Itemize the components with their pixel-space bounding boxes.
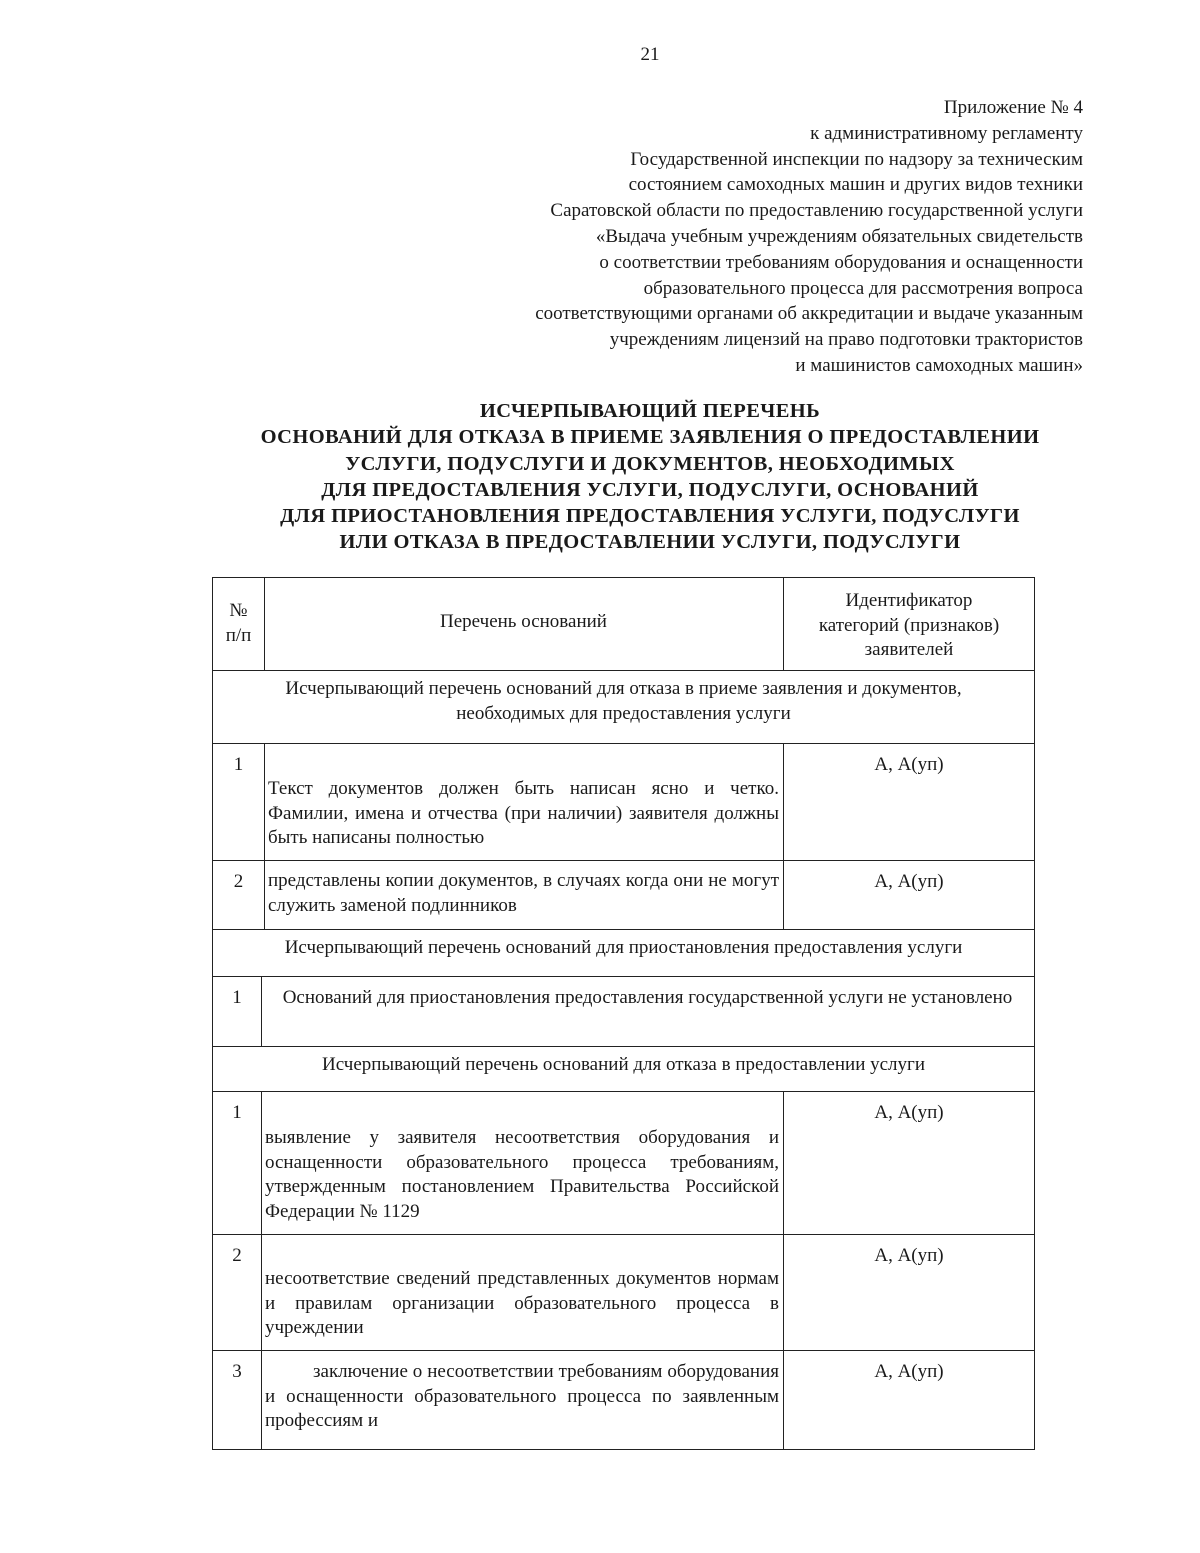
- row-identifier: А, А(уп): [784, 1234, 1035, 1350]
- table-rule: [212, 577, 1035, 578]
- appendix-line: к административному регламенту: [810, 122, 1083, 144]
- row-text: несоответствие сведений представленных документов нормам и правилам организации образовательного процесса в учреждении: [262, 1234, 784, 1350]
- title-line: ИСЧЕРПЫВАЮЩИЙ ПЕРЕЧЕНЬ: [479, 400, 821, 422]
- row-identifier: А, А(уп): [784, 1091, 1035, 1234]
- table-header-row: [212, 577, 1035, 670]
- row-num: 2: [212, 1234, 262, 1350]
- document-title: [0, 398, 1200, 556]
- row-num: 2: [212, 860, 265, 929]
- table-row: [212, 860, 1035, 929]
- appendix-header: [383, 95, 1083, 379]
- appendix-line: о соответствии требованиям оборудования и оснащенности: [599, 251, 1083, 273]
- table-rule: [212, 1091, 1035, 1092]
- table-rule: [212, 743, 1035, 744]
- table-rule: [212, 1234, 1035, 1235]
- appendix-line: и машинистов самоходных машин»: [795, 354, 1083, 376]
- row-text: Оснований для приостановления предоставления государственной услуги не установлено: [262, 976, 1035, 1046]
- title-line: УСЛУГИ, ПОДУСЛУГИ И ДОКУМЕНТОВ, НЕОБХОДИМЫХ: [345, 452, 955, 475]
- appendix-line: состоянием самоходных машин и других видов техники: [628, 174, 1083, 196]
- title-line: ОСНОВАНИЙ ДЛЯ ОТКАЗА В ПРИЕМЕ ЗАЯВЛЕНИЯ О ПРЕДОСТАВЛЕНИИ: [260, 426, 1040, 449]
- section-title: Исчерпывающий перечень оснований для приостановления предоставления услуги: [212, 929, 1035, 976]
- appendix-line: «Выдача учебным учреждениям обязательных свидетельств: [595, 225, 1083, 247]
- row-text: представлены копии документов, в случаях когда они не могут служить заменой подлинников: [265, 860, 784, 929]
- section-title: Исчерпывающий перечень оснований для отказа в приеме заявления и документов, необходимых для предоставления услуги: [212, 670, 1035, 743]
- table-rule: [212, 1350, 1035, 1351]
- appendix-line: Государственной инспекции по надзору за техническим: [630, 148, 1083, 170]
- table-row: [212, 1234, 1035, 1350]
- row-identifier: А, А(уп): [784, 860, 1035, 929]
- table-rule: [212, 860, 1035, 861]
- table-rule: [212, 670, 1035, 671]
- table-rule: [212, 1046, 1035, 1047]
- row-identifier: А, А(уп): [784, 1350, 1035, 1449]
- title-line: ДЛЯ ПРЕДОСТАВЛЕНИЯ УСЛУГИ, ПОДУСЛУГИ, ОСНОВАНИЙ: [321, 478, 979, 501]
- row-num: 1: [212, 743, 265, 860]
- header-num: № п/п: [212, 577, 265, 670]
- table-row: [212, 1350, 1035, 1449]
- appendix-line: Саратовской области по предоставлению государственной услуги: [550, 200, 1083, 222]
- title-line: ИЛИ ОТКАЗА В ПРЕДОСТАВЛЕНИИ УСЛУГИ, ПОДУСЛУГИ: [339, 531, 961, 554]
- table-row: [212, 976, 1035, 1046]
- row-text: выявление у заявителя несоответствия оборудования и оснащенности образовательного процесса требованиям, утвержденным постановлением Правительства Российской Федерации № 1129: [262, 1091, 784, 1234]
- row-text: заключение о несоответствии требованиям оборудования и оснащенности образовательного процесса по заявленным профессиям и: [262, 1350, 784, 1449]
- table-row: [212, 1091, 1035, 1234]
- section-title: Исчерпывающий перечень оснований для отказа в предоставлении услуги: [212, 1046, 1035, 1091]
- table-rule: [212, 976, 1035, 977]
- title-line: ДЛЯ ПРИОСТАНОВЛЕНИЯ ПРЕДОСТАВЛЕНИЯ УСЛУГИ, ПОДУСЛУГИ: [280, 505, 1020, 528]
- table-rule: [212, 929, 1035, 930]
- row-text: Текст документов должен быть написан ясно и четко. Фамилии, имена и отчества (при наличии) заявителя должны быть написаны полностью: [265, 743, 784, 860]
- row-num: 1: [212, 1091, 262, 1234]
- appendix-line: соответствующими органами об аккредитации и выдаче указанным: [535, 303, 1083, 325]
- page-number: 21: [640, 44, 660, 65]
- appendix-line: Приложение № 4: [943, 97, 1083, 118]
- table-row: [212, 743, 1035, 860]
- row-identifier: А, А(уп): [784, 743, 1035, 860]
- appendix-line: образовательного процесса для рассмотрения вопроса: [643, 277, 1083, 299]
- appendix-line: учреждениям лицензий на право подготовки трактористов: [609, 329, 1083, 351]
- header-reasons: Перечень оснований: [265, 577, 784, 670]
- row-num: 3: [212, 1350, 262, 1449]
- row-num: 1: [212, 976, 262, 1046]
- table-rule: [212, 1449, 1035, 1450]
- header-identifier: Идентификатор категорий (признаков) заявителей: [784, 577, 1035, 670]
